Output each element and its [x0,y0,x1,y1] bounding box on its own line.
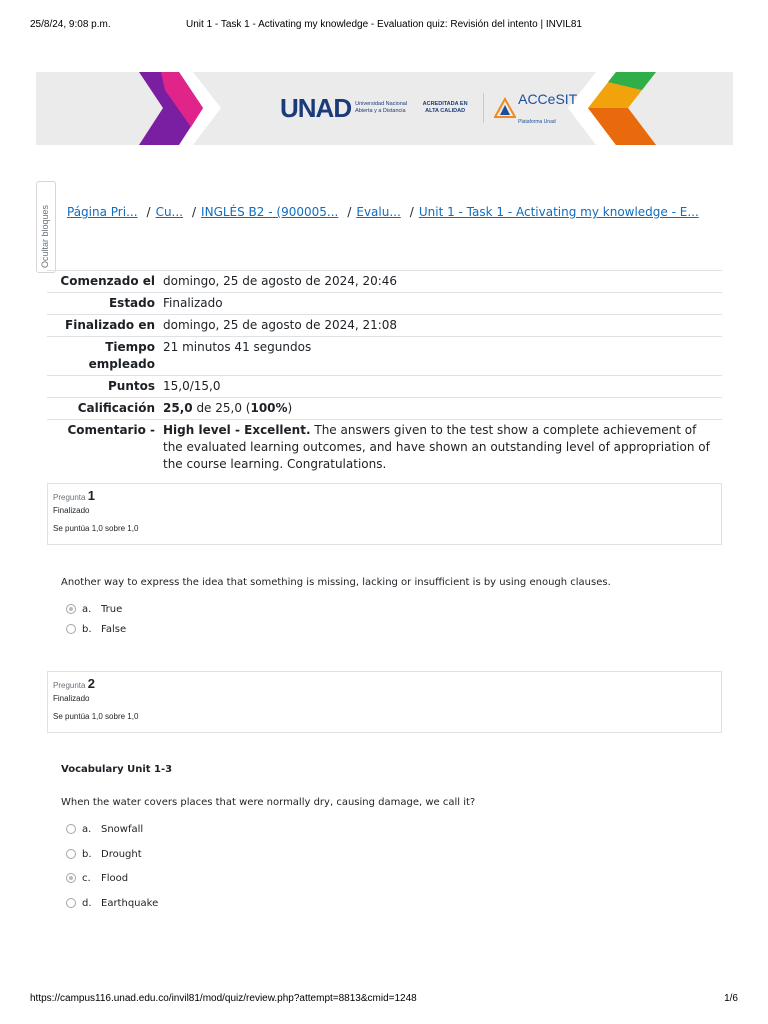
question-state: Finalizado [53,694,90,703]
time-value: 21 minutos 41 segundos [159,337,722,376]
finished-value: domingo, 25 de agosto de 2024, 21:08 [159,315,722,337]
attempt-summary-table [47,270,722,475]
print-title: Unit 1 - Task 1 - Activating my knowledge - Evaluation quiz: Revisión del intento | INVIL81 [186,19,582,30]
question-number: 2 [87,676,95,691]
accesit-logo [494,89,577,127]
radio-icon[interactable] [66,898,76,908]
state-value: Finalizado [159,293,722,315]
question-2-option-d[interactable]: d. Earthquake [66,896,158,910]
radio-selected-icon[interactable] [66,873,76,883]
hide-blocks-label: Ocultar bloques [40,204,50,268]
started-label: Comenzado el [47,271,159,293]
question-state: Finalizado [53,506,90,515]
question-1-option-a[interactable]: a. True [66,602,122,616]
question-2-option-c[interactable]: c. Flood [66,871,128,885]
radio-icon[interactable] [66,624,76,634]
radio-selected-icon[interactable] [66,604,76,614]
summary-row-grade [47,398,722,420]
site-banner [36,72,733,145]
state-label: Estado [47,293,159,315]
time-label: Tiempo empleado [47,337,159,376]
summary-row-started [47,271,722,293]
summary-row-points [47,376,722,398]
breadcrumb-section[interactable]: Evalu... [356,205,401,219]
banner-left-ribbon-icon [131,72,231,145]
accesit-wordmark: ACCeSIT [518,91,578,107]
radio-icon[interactable] [66,849,76,859]
unad-subtitle: Universidad Nacional Abierta y a Distancia [355,101,408,114]
radio-icon[interactable] [66,824,76,834]
question-1-info [47,483,722,545]
question-2-option-a[interactable]: a. Snowfall [66,822,143,836]
summary-row-time [47,337,722,376]
question-2-text: When the water covers places that were normally dry, causing damage, we call it? [61,797,476,808]
question-number: 1 [87,488,95,503]
accesit-subtitle: Plataforma Unad [518,119,556,125]
grade-label: Calificación [47,398,159,420]
comment-label: Comentario - [47,420,159,476]
print-header [0,19,768,33]
breadcrumb: Página Pri... / Cu... / INGLÉS B2 - (900005... / Evalu... / Unit 1 - Task 1 - Activating my knowledge - E... [67,205,699,219]
question-2-info [47,671,722,733]
print-url: https://campus116.unad.edu.co/invil81/mod/quiz/review.php?attempt=8813&cmid=1248 [30,993,417,1004]
acreditada-seal: ACREDITADA EN ALTA CALIDAD [422,101,468,114]
logo-divider [483,93,484,123]
started-value: domingo, 25 de agosto de 2024, 20:46 [159,271,722,293]
breadcrumb-home[interactable]: Página Pri... [67,205,138,219]
grade-value: 25,0 de 25,0 (100%) [159,398,722,420]
finished-label: Finalizado en [47,315,159,337]
breadcrumb-courses[interactable]: Cu... [155,205,183,219]
comment-value: High level - Excellent. The answers given to the test show a complete achievement of the evaluated learning outcomes, and have shown an outstanding level of appropriation of the course learning. Congratulations. [159,420,722,476]
question-1-option-b[interactable]: b. False [66,622,126,636]
summary-row-finished [47,315,722,337]
print-datetime: 25/8/24, 9:08 p.m. [30,19,111,30]
unad-wordmark: UNAD [280,92,352,123]
question-grade: Se puntúa 1,0 sobre 1,0 [53,712,139,721]
summary-row-comment [47,420,722,476]
accesit-triangle-icon [494,97,516,119]
unad-logo [280,90,577,126]
print-page-number: 1/6 [724,993,738,1004]
points-label: Puntos [47,376,159,398]
points-value: 15,0/15,0 [159,376,722,398]
summary-row-state [47,293,722,315]
question-label: Pregunta [53,681,86,690]
question-2-heading: Vocabulary Unit 1-3 [61,764,173,775]
breadcrumb-quiz[interactable]: Unit 1 - Task 1 - Activating my knowledge - E... [418,205,699,219]
hide-blocks-toggle[interactable] [36,181,56,273]
question-1-text: Another way to express the idea that something is missing, lacking or insufficient is by using enough clauses. [61,577,611,588]
question-grade: Se puntúa 1,0 sobre 1,0 [53,524,139,533]
question-label: Pregunta [53,493,86,502]
breadcrumb-course[interactable]: INGLÉS B2 - (900005... [201,205,339,219]
question-2-option-b[interactable]: b. Drought [66,847,142,861]
